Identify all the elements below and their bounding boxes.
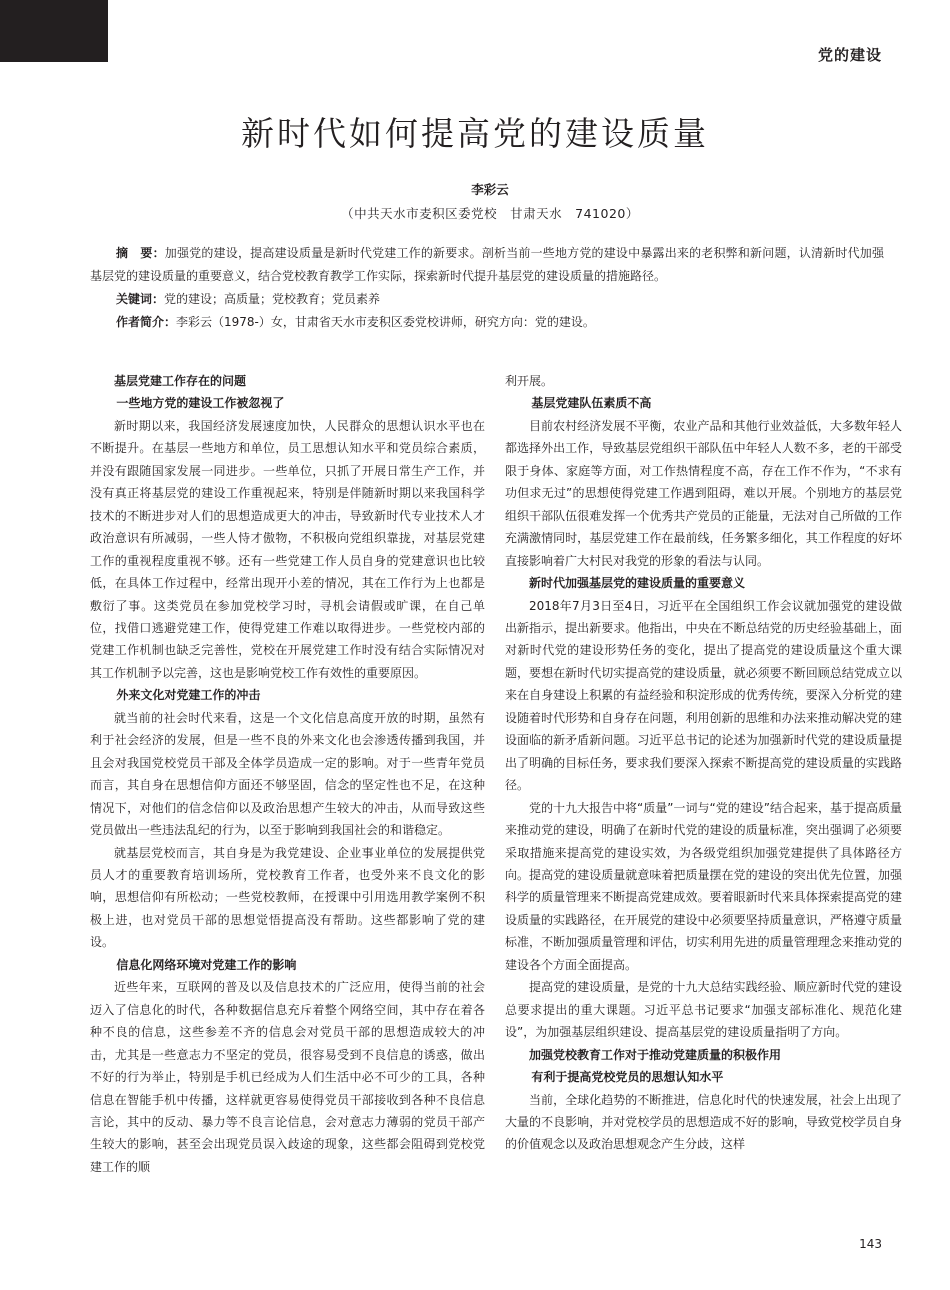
abstract-text: 加强党的建设，提高建设质量是新时代党建工作的新要求。剖析当前一些地方党的建设中暴露出来的老积弊和新问题，认清新时代加强基层党的建设质量的重要意义，结合党校教育教学工作实际，探索新时代提升基层党的建设质量的措施路径。 [90, 246, 884, 283]
article-title: 新时代如何提高党的建设质量 [241, 114, 709, 154]
abstract [90, 242, 884, 287]
body-paragraph: 目前农村经济发展不平衡，农业产品和其他行业效益低，大多数年轻人都选择外出工作，导致基层党组织干部队伍中年轻人人数不多，老的干部受限于身体、家庭等方面，对工作热情程度不高，存在工作不作为，“不求有功但求无过”的思想使得党建工作遇到阻碍，难以开展。个别地方的基层党组织干部队伍很难发挥一个优秀共产党员的正能量，无法对自己所做的工作充满激情同时，基层党建工作在最前线，任务繁多细化，其工作程度的好坏直接影响着广大村民对我党的形象的看法与认同。 [505, 418, 902, 568]
body-paragraph: 近些年来，互联网的普及以及信息技术的广泛应用，使得当前的社会迈入了信息化的时代，各种数据信息充斥着整个网络空间，其中存在着各种不良的信息，这些参差不齐的信息会对党员干部的思想造成较大的冲击，尤其是一些意志力不坚定的党员，很容易受到不良信息的诱惑，做出不好的行为举止，特别是手机已经成为人们生活中必不可少的工具，各种信息在智能手机中传播，这样就更容易使得党员干部接收到各种不良信息言论，其中的反动、暴力等不良言论信息，会对意志力薄弱的党员干部产生较大的影响，甚至会出现党员误入歧途的现象，这些都会阻碍到党校党建工作的顺 [90, 980, 485, 1174]
corner-decoration [0, 0, 108, 62]
left-column [90, 370, 485, 1178]
page-number: 143 [859, 1237, 882, 1251]
body-paragraph: 利开展。 [505, 374, 554, 388]
subsection-heading: 一些地方党的建设工作被忽视了 [116, 396, 285, 411]
author-affiliation: （中共天水市麦积区委党校 甘肃天水 741020） [341, 206, 639, 221]
subsection-heading: 基层党建队伍素质不高 [531, 396, 652, 411]
body-paragraph: 提高党的建设质量，是党的十九大总结实践经验、顺应新时代党的建设总要求提出的重大课题。习近平总书记要求“加强支部标准化、规范化建设”，为加强基层组织建设、提高基层党的建设质量指明了方向。 [505, 980, 902, 1040]
keywords [90, 288, 910, 311]
keywords-label: 关键词： [116, 292, 165, 306]
bio-label: 作者简介： [116, 315, 177, 329]
author-name: 李彩云 [471, 182, 509, 197]
subsection-heading: 有利于提高党校党员的思想认知水平 [531, 1070, 724, 1085]
body-paragraph: 2018年7月3日至4日，习近平在全国组织工作会议就加强党的建设做出新指示，提出新要求。他指出，中央在不断总结党的历史经验基础上，面对新时代党的建设形势任务的变化，提出了提高党的建设质量这个重大课题，要想在新时代切实提高党的建设质量，就必须要不断回顾总结党成立以来在自身建设上积累的有益经验和积淀形成的优秀传统，要深入分析党的建设随着时代形势和自身存在问题，利用创新的思维和办法来推动解决党的建设面临的新矛盾新问题。习近平总书记的论述为加强新时代党的建设质量提出了明确的目标任务，要求我们要深入探索不断提高党的建设质量的实践路径。 [505, 598, 902, 793]
body-paragraph: 就基层党校而言，其自身是为我党建设、企业事业单位的发展提供党员人才的重要教育培训场所，党校教育工作者，也受外来不良文化的影响，思想信仰有所松动；一些党校教师，在授课中引用选用教学案例不积极上进，也对党员干部的思想觉悟提高没有帮助。这些都影响了党的建设。 [90, 845, 485, 950]
section-heading: 新时代加强基层党的建设质量的重要意义 [529, 576, 746, 591]
keywords-text: 党的建设；高质量；党校教育；党员素养 [164, 292, 381, 306]
author-bio [90, 311, 910, 334]
body-paragraph: 新时期以来，我国经济发展速度加快，人民群众的思想认识水平也在不断提升。在基层一些地方和单位，员工思想认知水平和党员综合素质，并没有跟随国家发展一同进步。一些单位，只抓了开展日常生产工作，并没有真正将基层党的建设工作重视起来，特别是伴随新时期以来我国科学技术的不断进步对人们的思想造成更大的冲击，导致新时代专业技术人才政治意识有所减弱，一些人恃才傲物，不积极向党组织靠拢，对基层党建工作的重视程度重视不够。还有一些党建工作人员自身的党建意识也比较低，在具体工作过程中，经常出现开小差的情况，其在工作行为上也都是敷衍了事。这类党员在参加党校学习时，寻机会请假或旷课，在自己单位，找借口逃避党建工作，使得党建工作难以取得进步。一些党校内部的党建工作机制也缺乏完善性，党校在开展党建工作时没有结合实际情况对其工作机制予以完善，这也是影响党校工作有效性的重要原因。 [90, 418, 485, 680]
body-paragraph: 党的十九大报告中将“质量”一词与“党的建设”结合起来，基于提高质量来推动党的建设，明确了在新时代党的建设的质量标准，突出强调了必须要采取措施来提高党的建设实效，为各级党组织加强党建提供了具体路径方向。提高党的建设质量就意味着把质量摆在党的建设的突出优先位置，加强科学的质量管理来不断提高党建成效。要着眼新时代来具体探索提高党的建设质量的实践路径，在开展党的建设中必须要坚持质量意识，严格遵守质量标准，不断加强质量管理和评估，切实利用先进的质量管理理念来推动党的建设各个方面全面提高。 [505, 800, 902, 972]
subsection-heading: 信息化网络环境对党建工作的影响 [116, 957, 297, 972]
section-label: 党的建设 [817, 46, 882, 64]
right-column [505, 370, 902, 1156]
section-heading: 基层党建工作存在的问题 [114, 374, 247, 388]
bio-text: 李彩云（1978-）女，甘肃省天水市麦积区委党校讲师，研究方向：党的建设。 [176, 315, 595, 329]
abstract-label: 摘 要： [116, 246, 165, 260]
body-paragraph: 当前，全球化趋势的不断推进，信息化时代的快速发展，社会上出现了大量的不良影响，并对党校学员的思想造成不好的影响，导致党校学员自身的价值观念以及政治思想观念产生分歧，这样 [505, 1092, 902, 1152]
subsection-heading: 外来文化对党建工作的冲击 [116, 688, 261, 703]
section-heading: 加强党校教育工作对于推动党建质量的积极作用 [529, 1047, 782, 1062]
body-paragraph: 就当前的社会时代来看，这是一个文化信息高度开放的时期，虽然有利于社会经济的发展，但是一些不良的外来文化也会渗透传播到我国，并且会对我国党校党员干部及全体学员造成一定的影响。对于一些青年党员而言，其自身在思想信仰方面还不够坚固，信念的坚定性也不足，在这种情况下，对他们的信念信仰以及政治思想产生较大的冲击，从而导致这些党员做出一些违法乱纪的行为，以至于影响到我国社会的和谐稳定。 [90, 710, 485, 838]
